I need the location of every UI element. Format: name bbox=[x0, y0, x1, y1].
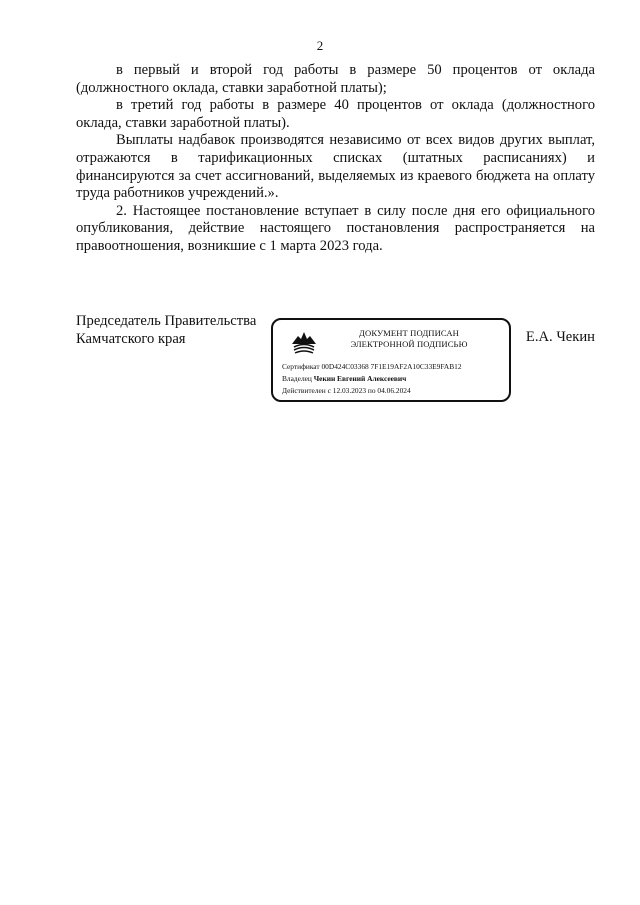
position-line-1: Председатель Правительства bbox=[76, 313, 257, 329]
electronic-signature-stamp bbox=[271, 318, 511, 402]
stamp-validity bbox=[282, 386, 411, 395]
paragraph-2: в третий год работы в размере 40 процентов от оклада (должностного оклада, ставки заработной платы). bbox=[76, 97, 595, 131]
owner-label: Владелец bbox=[282, 374, 312, 383]
stamp-title-line-1: ДОКУМЕНТ ПОДПИСАН bbox=[359, 328, 459, 338]
signatory-position bbox=[76, 313, 256, 348]
stamp-certificate bbox=[282, 362, 462, 371]
kamchatka-emblem-icon bbox=[290, 328, 318, 354]
paragraph-3: Выплаты надбавок производятся независимо от всех видов других выплат, отражаются в тарификационных списках (штатных расписаниях) и финансируются за счет ассигнований, выделяемых из краевого бюджета на оплату труда работников учреждений.». bbox=[76, 132, 595, 202]
certificate-label: Сертификат bbox=[282, 362, 320, 371]
stamp-title-line-2: ЭЛЕКТРОННОЙ ПОДПИСЬЮ bbox=[350, 338, 468, 349]
page-number: 2 bbox=[316, 38, 324, 53]
valid-to: 04.06.2024 bbox=[377, 386, 411, 395]
stamp-title bbox=[325, 328, 493, 349]
signatory-name: Е.А. Чекин bbox=[525, 329, 595, 345]
paragraph-4: 2. Настоящее постановление вступает в силу после дня его официального опубликования, действие настоящего постановления распространяется на правоотношения, возникшие с 1 марта 2023 года. bbox=[76, 202, 595, 254]
valid-from: 12.03.2023 bbox=[332, 386, 367, 395]
owner-value: Чекин Евгений Алексеевич bbox=[313, 374, 407, 383]
document-body bbox=[76, 62, 595, 256]
paragraph-1: в первый и второй год работы в размере 50 процентов от оклада (должностного оклада, ставки заработной платы); bbox=[76, 62, 595, 96]
valid-label: Действителен с bbox=[282, 386, 331, 395]
certificate-value: 00D424C03368 7F1E19AF2A10C33E9FAB12 bbox=[321, 362, 462, 371]
stamp-owner bbox=[282, 374, 406, 383]
valid-to-label: по bbox=[367, 386, 376, 395]
position-line-2: Камчатского края bbox=[76, 330, 186, 347]
